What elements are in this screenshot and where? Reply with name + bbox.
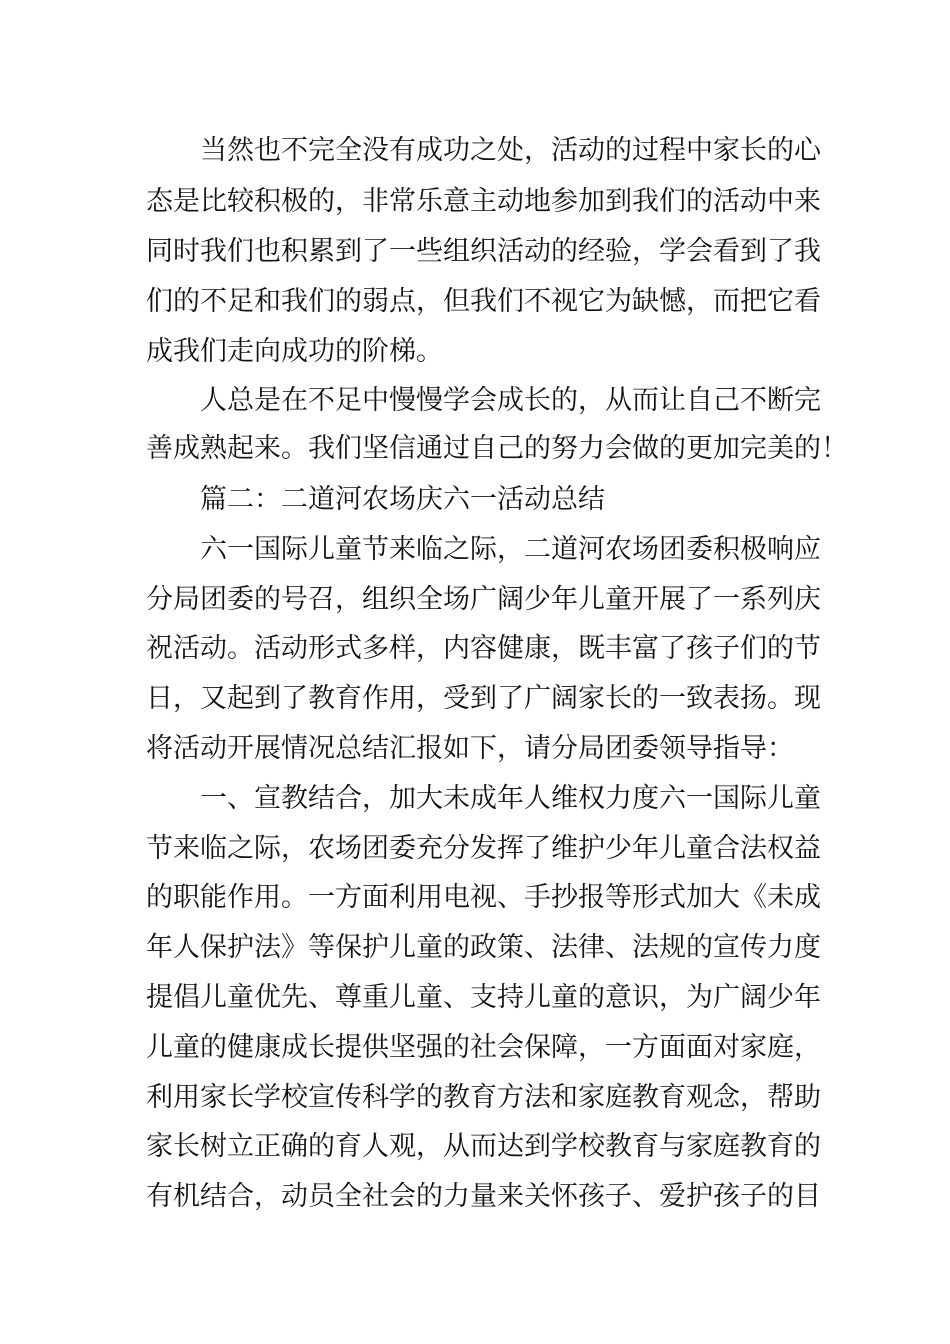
text-line: 们的不足和我们的弱点，但我们不视它为缺憾，而把它看 (146, 286, 821, 317)
text-line: 利用家长学校宣传科学的教育方法和家庭教育观念，帮助 (146, 1082, 821, 1113)
text-line: 将活动开展情况总结汇报如下，请分局团委领导指导： (146, 733, 794, 764)
text-line: 善成熟起来。我们坚信通过自己的努力会做的更加完美的！ (146, 433, 848, 464)
text-line: 同时我们也积累到了一些组织活动的经验，学会看到了我 (146, 236, 821, 267)
text-line: 态是比较积极的，非常乐意主动地参加到我们的活动中来 (146, 186, 821, 217)
text-line: 一、宣教结合，加大未成年人维权力度六一国际儿童 (200, 783, 821, 814)
text-line: 的职能作用。一方面利用电视、手抄报等形式加大《未成 (146, 882, 821, 913)
text-line: 有机结合，动员全社会的力量来关怀孩子、爱护孩子的目 (146, 1181, 821, 1212)
text-line: 祝活动。活动形式多样，内容健康，既丰富了孩子们的节 (146, 633, 821, 664)
text-line: 人总是在不足中慢慢学会成长的，从而让自己不断完 (200, 385, 821, 416)
section-heading: 篇二：二道河农场庆六一活动总结 (200, 484, 605, 515)
text-line: 六一国际儿童节来临之际，二道河农场团委积极响应 (200, 534, 821, 565)
text-line: 年人保护法》等保护儿童的政策、法律、法规的宣传力度 (146, 932, 821, 963)
text-line: 日，又起到了教育作用，受到了广阔家长的一致表扬。现 (146, 683, 821, 714)
text-line: 儿童的健康成长提供坚强的社会保障，一方面面对家庭， (146, 1032, 821, 1063)
text-line: 当然也不完全没有成功之处，活动的过程中家长的心 (200, 135, 821, 166)
text-line: 节来临之际，农场团委充分发挥了维护少年儿童合法权益 (146, 833, 821, 864)
text-line: 家长树立正确的育人观，从而达到学校教育与家庭教育的 (146, 1131, 821, 1162)
text-line: 提倡儿童优先、尊重儿童、支持儿童的意识，为广阔少年 (146, 982, 821, 1013)
text-line: 成我们走向成功的阶梯。 (146, 336, 443, 367)
text-line: 分局团委的号召，组织全场广阔少年儿童开展了一系列庆 (146, 584, 821, 615)
